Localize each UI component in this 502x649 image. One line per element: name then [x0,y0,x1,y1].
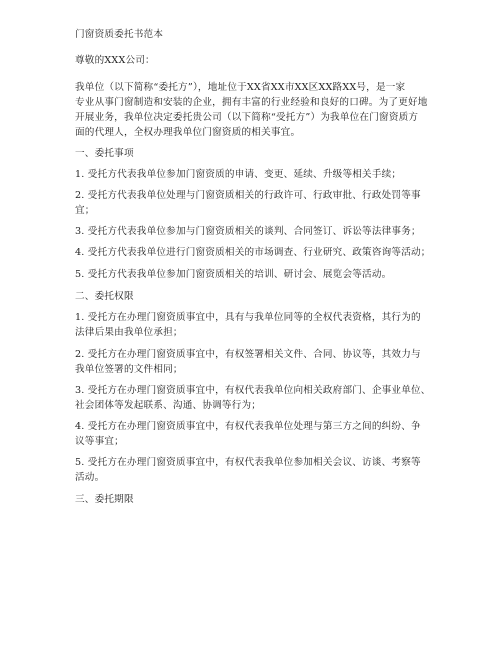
salutation: 尊敬的XXX公司： [75,55,155,66]
section-item: 5. 受托方在办理门窗资质事宜中，有权代表我单位参加相关会议、访谈、考察等 [75,457,421,468]
section-item: 活动。 [75,472,105,483]
section-heading: 三、委托期限 [75,494,134,505]
section-item: 议等事宜； [75,436,124,447]
section-heading: 二、委托权限 [75,291,134,302]
section-item: 3. 受托方在办理门窗资质事宜中，有权代表我单位向相关政府部门、企事业单位、 [75,385,431,396]
section-item: 法律后果由我单位承担； [75,327,183,338]
section-item: 2. 受托方代表我单位处理与门窗资质相关的行政许可、行政审批、行政处罚等事 [75,190,421,201]
section-item: 3. 受托方代表我单位参加与门窗资质相关的谈判、合同签订、诉讼等法律事务； [75,226,421,237]
intro-line: 我单位（以下简称“委托方”），地址位于XX省XX市XX区XX路XX号，是一家 [75,82,406,93]
document-title: 门窗资质委托书范本 [75,29,164,40]
section-item: 我单位签署的文件相同； [75,364,183,375]
section-item: 社会团体等发起联系、沟通、协调等行为； [75,400,262,411]
intro-line: 专业从事门窗制造和安装的企业，拥有丰富的行业经验和良好的口碑。为了更好地 [75,97,428,108]
section-item: 2. 受托方在办理门窗资质事宜中，有权签署相关文件、合同、协议等，其效力与 [75,349,421,360]
section-item: 4. 受托方在办理门窗资质事宜中，有权代表我单位处理与第三方之间的纠纷、争 [75,421,421,432]
section-item: 4. 受托方代表我单位进行门窗资质相关的市场调查、行业研究、政策咨询等活动； [75,247,431,258]
intro-line: 开展业务，我单位决定委托贵公司（以下简称“受托方”）为我单位在门窗资质方 [75,112,419,123]
intro-line: 面的代理人，全权办理我单位门窗资质的相关事宜。 [75,127,301,138]
section-heading: 一、委托事项 [75,148,134,159]
section-item: 1. 受托方代表我单位参加门窗资质的申请、变更、延续、升级等相关手续； [75,169,402,180]
section-item: 5. 受托方代表我单位参加门窗资质相关的培训、研讨会、展览会等活动。 [75,269,392,280]
section-item: 1. 受托方在办理门窗资质事宜中，具有与我单位同等的全权代表资格，其行为的 [75,312,421,323]
section-item: 宜； [75,205,95,216]
